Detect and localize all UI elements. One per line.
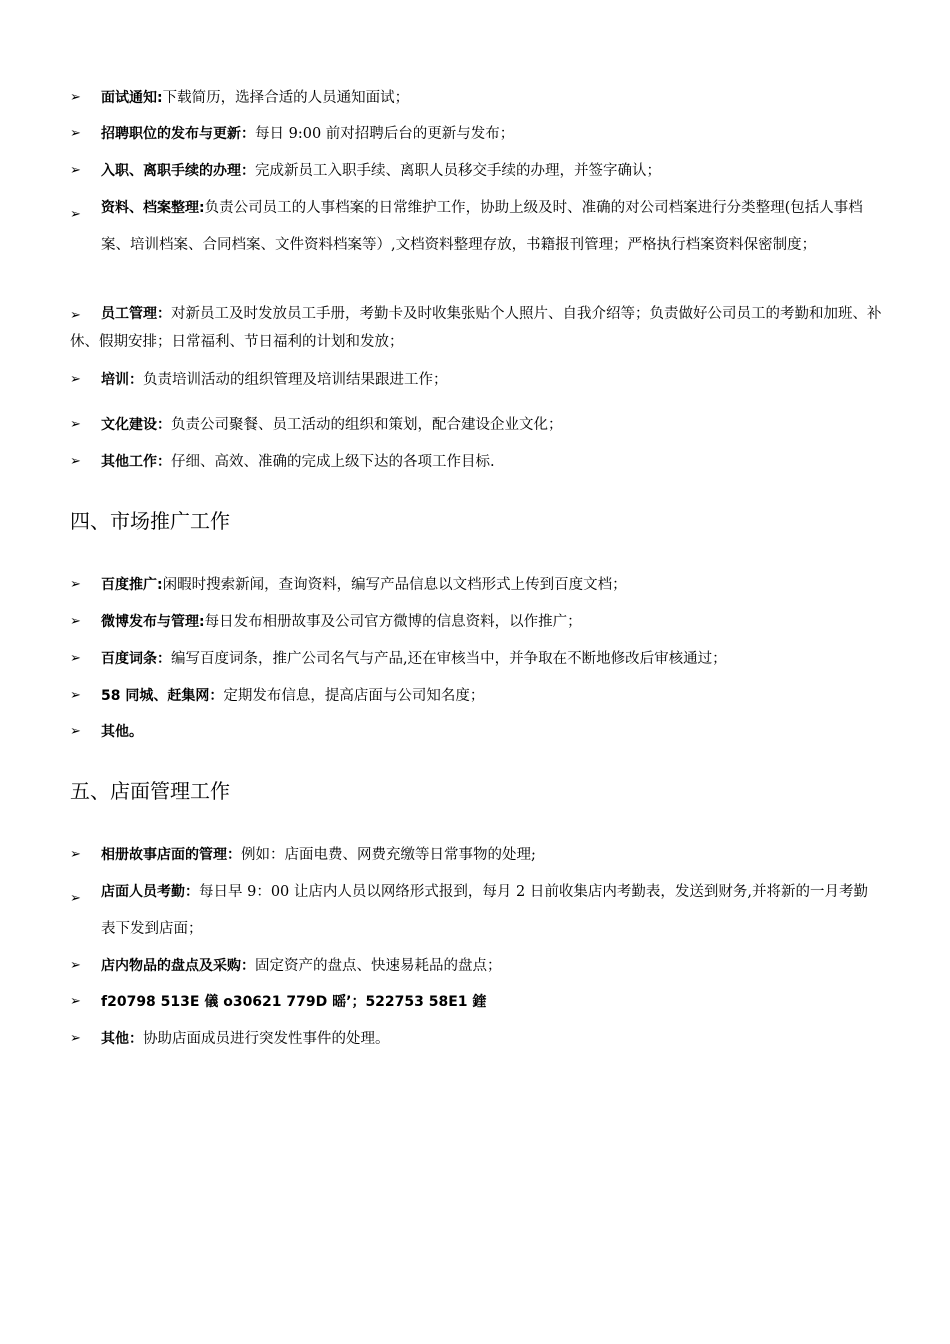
list-item bbox=[70, 159, 882, 183]
list-item bbox=[70, 954, 882, 978]
item-label: 培训： bbox=[101, 372, 143, 388]
item-label: 店面人员考勤： bbox=[101, 884, 199, 900]
item-label: 其他工作： bbox=[101, 454, 171, 470]
item-text: 仔细、高效、准确的完成上级下达的各项工作目标. bbox=[171, 454, 495, 470]
item-label: 店内物品的盘点及采购： bbox=[101, 958, 255, 974]
list-item bbox=[70, 874, 882, 948]
arrow-bullet-icon: ➢ bbox=[70, 417, 81, 432]
item-text: 例如：店面电费、网费充缴等日常事物的处理; bbox=[241, 847, 536, 863]
list-item bbox=[70, 720, 882, 744]
item-label: 入职、离职手续的办理： bbox=[101, 163, 255, 179]
item-text: 负责公司聚餐、员工活动的组织和策划，配合建设企业文化； bbox=[171, 417, 563, 433]
item-label: 微博发布与管理: bbox=[101, 614, 205, 630]
item-label: 招聘职位的发布与更新： bbox=[101, 126, 255, 142]
section-heading: 五、店面管理工作 bbox=[70, 779, 230, 803]
item-label: 58 同城、赶集网： bbox=[101, 688, 224, 704]
list-item bbox=[70, 1027, 882, 1051]
item-label: 资料、档案整理: bbox=[101, 200, 205, 216]
list-item bbox=[70, 843, 882, 867]
arrow-bullet-icon: ➢ bbox=[70, 577, 81, 592]
arrow-bullet-icon: ➢ bbox=[70, 207, 81, 222]
arrow-bullet-icon: ➢ bbox=[70, 958, 81, 973]
item-text: 完成新员工入职手续、离职人员移交手续的办理，并签字确认； bbox=[255, 163, 661, 179]
arrow-bullet-icon: ➢ bbox=[70, 308, 81, 323]
arrow-bullet-icon: ➢ bbox=[70, 847, 81, 862]
arrow-bullet-icon: ➢ bbox=[70, 651, 81, 666]
arrow-bullet-icon: ➢ bbox=[70, 454, 81, 469]
arrow-bullet-icon: ➢ bbox=[70, 372, 81, 387]
item-text: 编写百度词条，推广公司名气与产品,还在审核当中，并争取在不断地修改后审核通过； bbox=[171, 651, 727, 667]
item-label: 文化建设： bbox=[101, 417, 171, 433]
list-item bbox=[70, 190, 882, 264]
list-item bbox=[70, 413, 882, 437]
item-label: 百度词条： bbox=[101, 651, 171, 667]
arrow-bullet-icon: ➢ bbox=[70, 126, 81, 141]
item-text: 每日发布相册故事及公司官方微博的信息资料，以作推广； bbox=[204, 614, 582, 630]
list-item bbox=[70, 647, 882, 671]
arrow-bullet-icon: ➢ bbox=[70, 891, 81, 906]
arrow-bullet-icon: ➢ bbox=[70, 724, 81, 739]
list-item bbox=[70, 684, 882, 708]
item-label: 面试通知: bbox=[101, 90, 163, 106]
list-item bbox=[70, 368, 882, 392]
list-item bbox=[70, 990, 882, 1014]
item-text: 每日早 9：00 让店内人员以网络形式报到，每月 2 日前收集店内考勤表，发送到财务,并将新的一月考勤表下发到店面； bbox=[101, 884, 868, 937]
arrow-bullet-icon: ➢ bbox=[70, 994, 81, 1009]
item-text: 定期发布信息，提高店面与公司知名度； bbox=[223, 688, 485, 704]
item-label: 其他： bbox=[101, 1031, 143, 1047]
list-item bbox=[70, 300, 882, 356]
item-text: 固定资产的盘点、快速易耗品的盘点； bbox=[255, 958, 502, 974]
list-item bbox=[70, 86, 882, 110]
item-text: 每日 9:00 前对招聘后台的更新与发布； bbox=[255, 126, 515, 142]
item-text: 闲暇时搜索新闻，查询资料，编写产品信息以文档形式上传到百度文档； bbox=[162, 577, 627, 593]
section-heading: 四、市场推广工作 bbox=[70, 509, 230, 533]
item-text: 对新员工及时发放员工手册，考勤卡及时收集张贴个人照片、自我介绍等；负责做好公司员工的考勤和加班、补休、假期安排；日常福利、节日福利的计划和发放； bbox=[70, 306, 882, 350]
arrow-bullet-icon: ➢ bbox=[70, 614, 81, 629]
arrow-bullet-icon: ➢ bbox=[70, 688, 81, 703]
arrow-bullet-icon: ➢ bbox=[70, 163, 81, 178]
item-label: 百度推广: bbox=[101, 577, 163, 593]
item-label: 其他。 bbox=[101, 724, 143, 740]
arrow-bullet-icon: ➢ bbox=[70, 1031, 81, 1046]
item-text: 下载简历，选择合适的人员通知面试； bbox=[162, 90, 410, 106]
item-text: 负责培训活动的组织管理及培训结果跟进工作； bbox=[143, 372, 448, 388]
item-label: 员工管理： bbox=[101, 306, 171, 322]
list-item bbox=[70, 450, 882, 474]
item-label: 相册故事店面的管理： bbox=[101, 847, 241, 863]
item-text: 协助店面成员进行突发性事件的处理。 bbox=[143, 1031, 390, 1047]
list-item bbox=[70, 610, 882, 634]
list-item bbox=[70, 573, 882, 597]
item-text: 负责公司员工的人事档案的日常维护工作，协助上级及时、准确的对公司档案进行分类整理(包括人事档案、培训档案、合同档案、文件资料档案等）,文档资料整理存放，书籍报刊管理；严格执行档案资料保密制度； bbox=[101, 200, 863, 253]
list-item bbox=[70, 122, 882, 146]
item-label: f20798 513E 儀 o30621 779D 暚’；522753 58E1 鍷 bbox=[101, 994, 487, 1010]
arrow-bullet-icon: ➢ bbox=[70, 90, 81, 105]
